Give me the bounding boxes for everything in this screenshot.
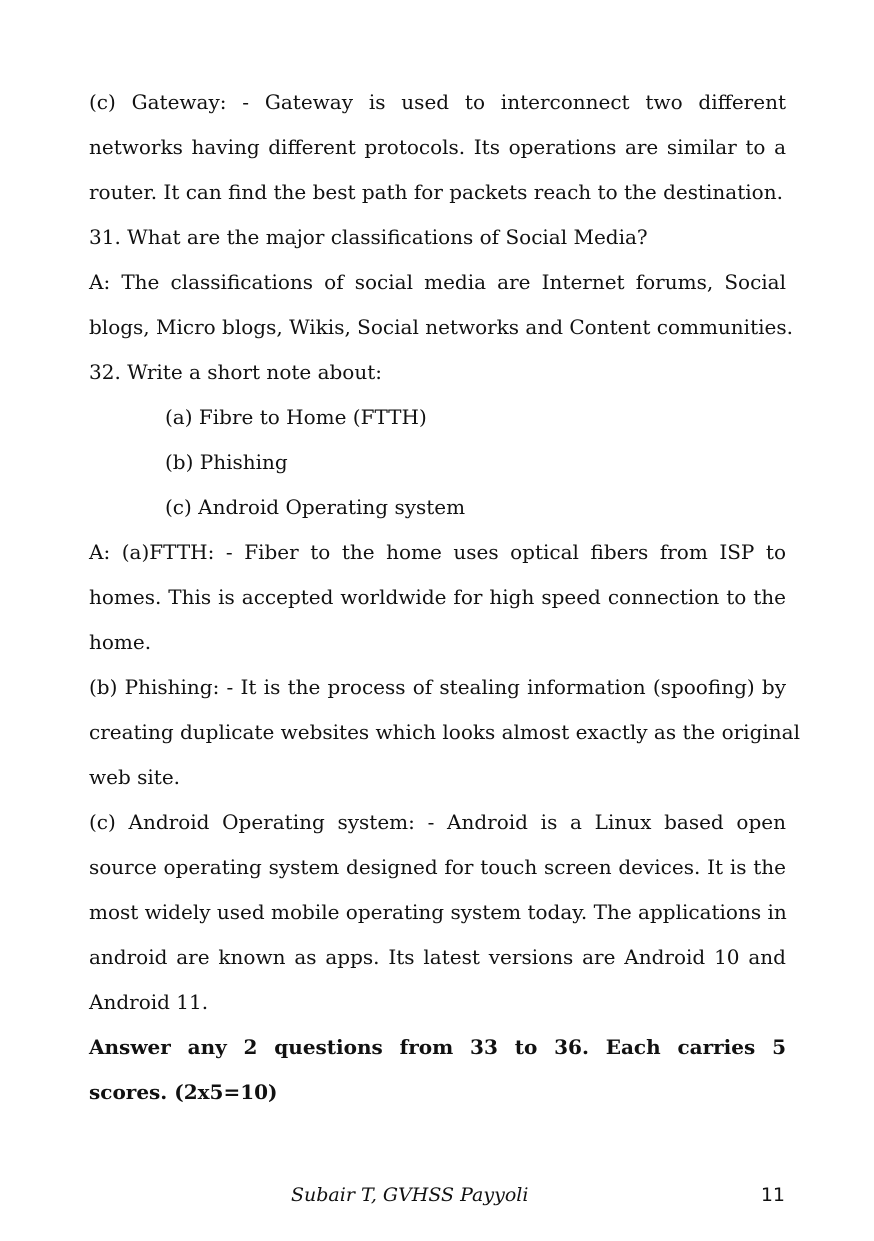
subquestion-b: (b) Phishing (165, 450, 288, 474)
text-line: web site. (89, 765, 181, 789)
text-line: source operating system designed for touch screen devices. It is the (89, 855, 786, 879)
text-line: (c) Android Operating system: - Android is a Linux based open (89, 810, 786, 834)
page-number: 11 (760, 1184, 785, 1206)
document-page (89, 80, 800, 1115)
text-line: most widely used mobile operating system today. The applications in (89, 900, 787, 924)
text-line: A: The classifications of social media are Internet forums, Social (89, 270, 786, 294)
subquestion-a: (a) Fibre to Home (FTTH) (165, 405, 427, 429)
text-line: blogs, Micro blogs, Wikis, Social networks and Content communities. (89, 315, 793, 339)
text-line: (b) Phishing: - It is the process of stealing information (spoofing) by (89, 675, 786, 699)
text-line: homes. This is accepted worldwide for high speed connection to the (89, 585, 786, 609)
subquestion-c: (c) Android Operating system (165, 495, 466, 519)
section-instruction-cont: scores. (2x5=10) (89, 1080, 278, 1104)
text-line: creating duplicate websites which looks almost exactly as the original (89, 720, 800, 744)
text-line: A: (a)FTTH: - Fiber to the home uses optical fibers from ISP to (89, 540, 786, 564)
footer-author: Subair T, GVHSS Payyoli (291, 1184, 529, 1206)
text-line: Android 11. (89, 990, 209, 1014)
text-line: android are known as apps. Its latest versions are Android 10 and (89, 945, 786, 969)
section-instruction: Answer any 2 questions from 33 to 36. Each carries 5 (89, 1035, 786, 1059)
text-line: router. It can find the best path for packets reach to the destination. (89, 180, 783, 204)
text-line: home. (89, 630, 152, 654)
text-line: (c) Gateway: - Gateway is used to interconnect two different (89, 90, 786, 114)
question-31: 31. What are the major classifications of Social Media? (89, 225, 648, 249)
text-line: networks having different protocols. Its operations are similar to a (89, 135, 786, 159)
question-32: 32. Write a short note about: (89, 360, 383, 384)
